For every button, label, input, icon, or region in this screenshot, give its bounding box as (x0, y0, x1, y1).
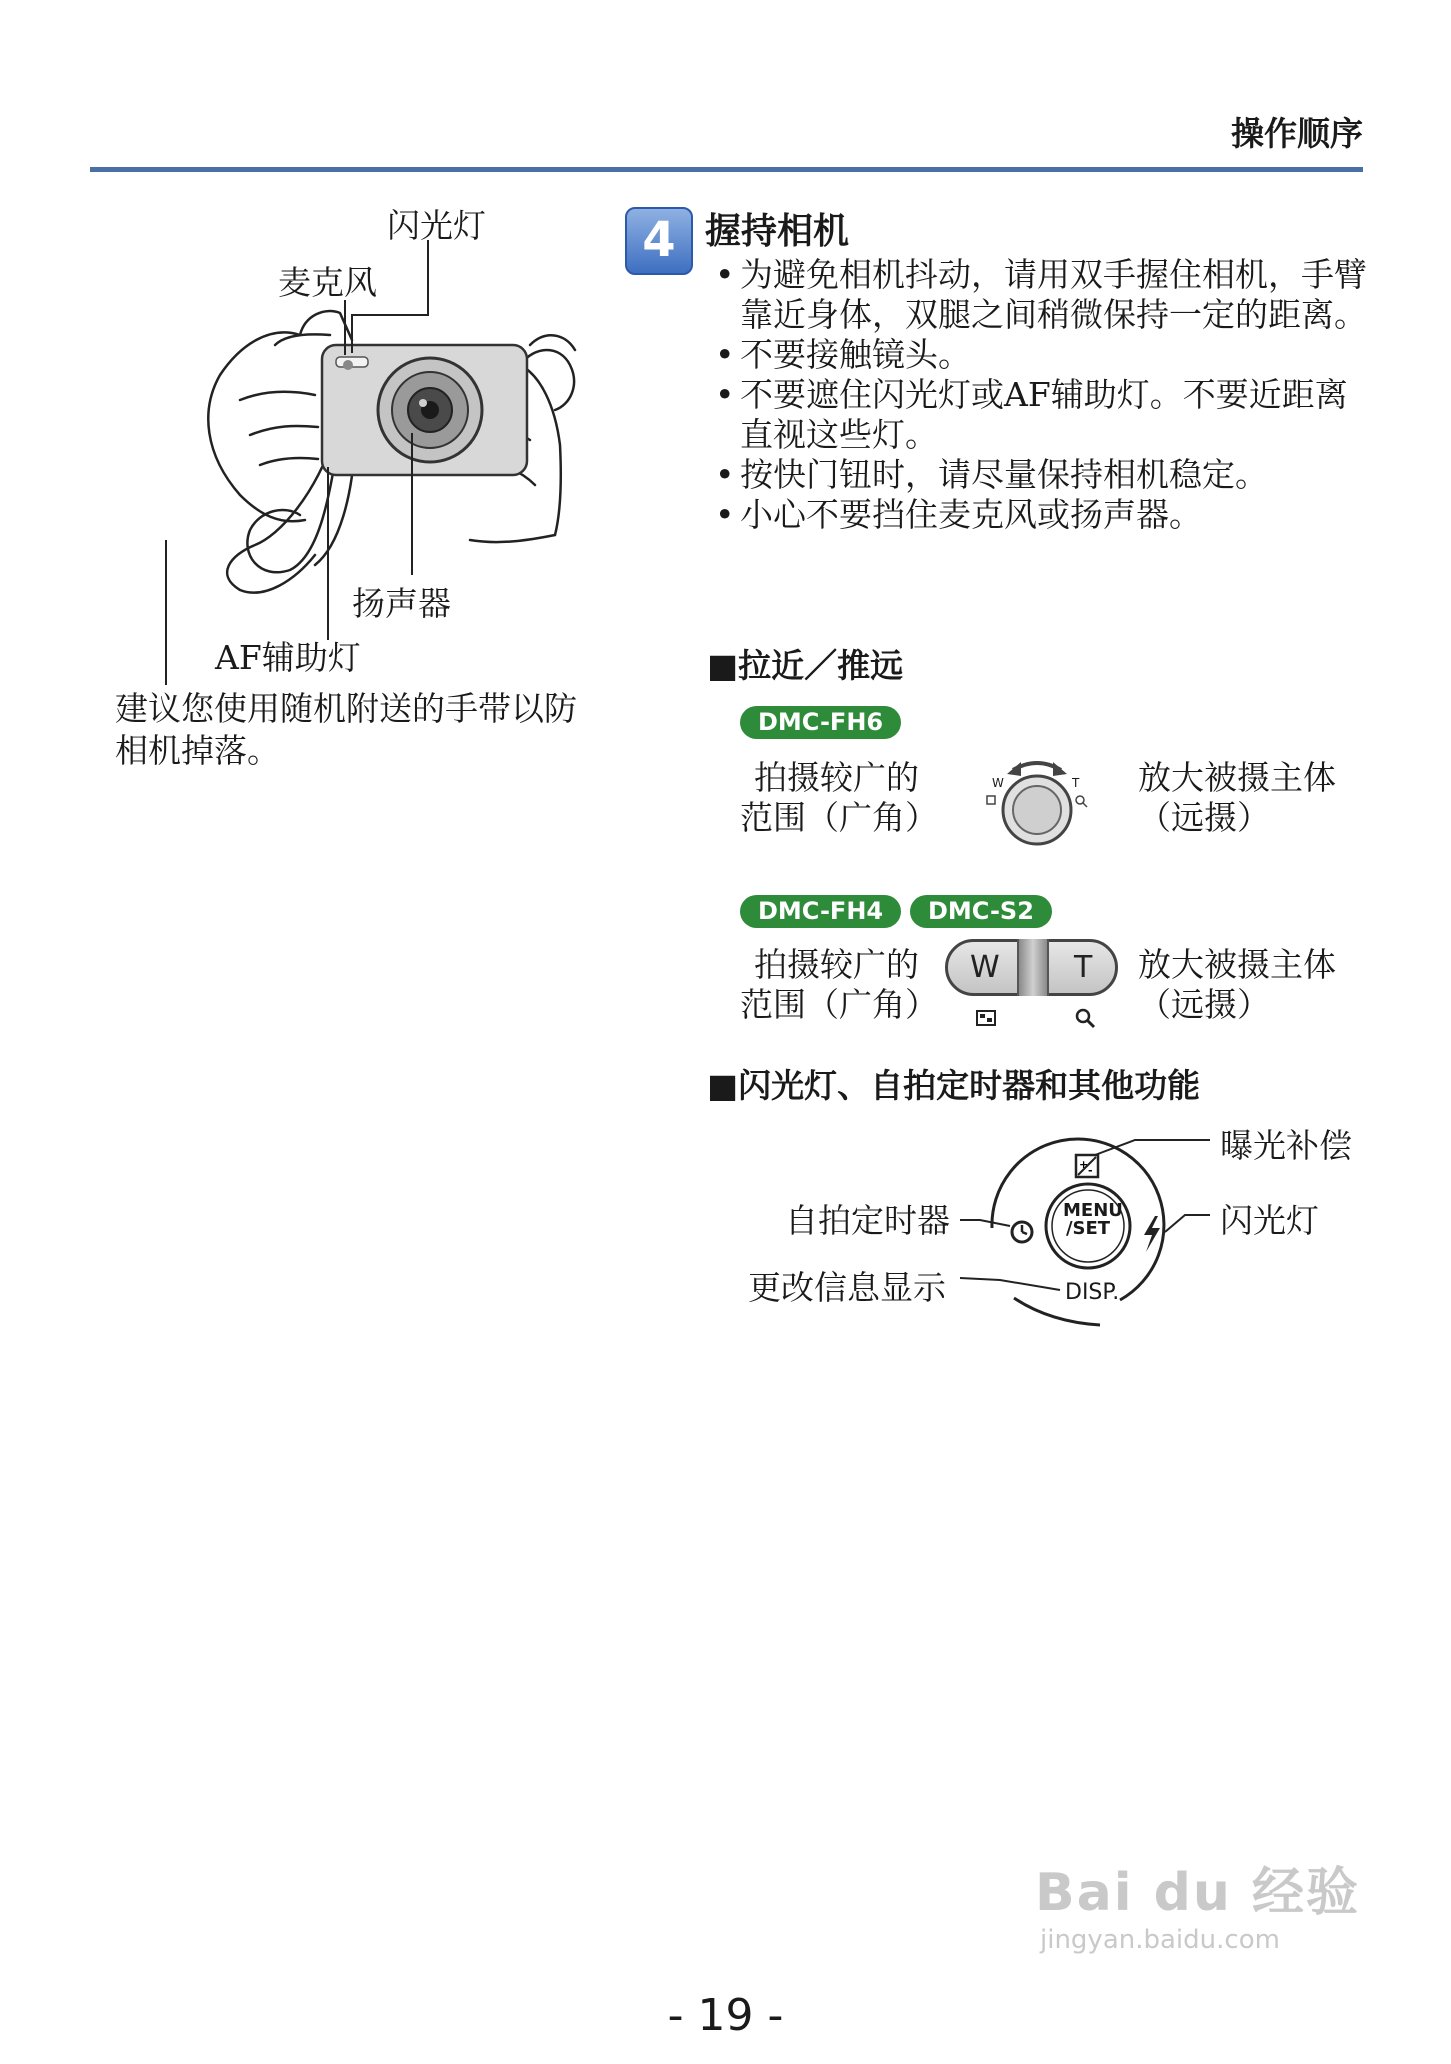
menu-label: MENU (1063, 1200, 1123, 1221)
zoom-w-label: W (970, 950, 1000, 985)
step-number-badge: 4 (625, 207, 693, 275)
baidu-watermark (1035, 1850, 1360, 1955)
microphone-label: 麦克风 (278, 263, 377, 302)
bullet-item: • 为避免相机抖动，请用双手握住相机，手臂靠近身体，双腿之间稍微保持一定的距离。 (715, 255, 1375, 335)
function-section-title: ■闪光灯、自拍定时器和其他功能 (707, 1066, 1201, 1105)
zoom-section-title: ■拉近／推远 (707, 646, 904, 685)
model-badge-fh6: DMC-FH6 (740, 706, 901, 739)
magnify-icon (1075, 1008, 1097, 1030)
menu-set-button[interactable] (1063, 1200, 1123, 1239)
self-timer-label: 自拍定时器 (785, 1201, 950, 1240)
bullet-item: • 按快门钮时，请尽量保持相机稳定。 (715, 455, 1375, 495)
set-label: /SET (1065, 1218, 1111, 1239)
watermark-brand: Bai du 经验 (1035, 1863, 1360, 1923)
model-badge-s2: DMC-S2 (910, 895, 1052, 928)
step-bullet-list (715, 255, 1375, 535)
page-number: - 19 - (667, 1990, 784, 2041)
telephoto-text: 放大被摄主体（远摄） (1138, 945, 1336, 1024)
zoom-lever-icon (985, 748, 1090, 858)
zoom-button-divider (1017, 939, 1049, 996)
watermark-url: jingyan.baidu.com (1040, 1925, 1280, 1955)
svg-text:-: - (1088, 1164, 1093, 1177)
display-change-label: 更改信息显示 (748, 1268, 946, 1307)
flash-function-label: 闪光灯 (1220, 1201, 1319, 1240)
wide-grid-icon (976, 1010, 996, 1026)
svg-text:+: + (1079, 1158, 1089, 1171)
wide-angle-text: 拍摄较广的范围（广角） (740, 945, 938, 1024)
bullet-item: • 小心不要挡住麦克风或扬声器。 (715, 495, 1375, 535)
page-section-title: 操作顺序 (1231, 114, 1363, 153)
bullet-item: • 不要接触镜头。 (715, 335, 1375, 375)
model-badge-fh4: DMC-FH4 (740, 895, 901, 928)
af-assist-label: AF辅助灯 (215, 638, 361, 677)
wide-angle-text: 拍摄较广的范围（广角） (740, 758, 938, 837)
zoom-button (945, 939, 1118, 996)
flash-label: 闪光灯 (387, 206, 486, 245)
bullet-item: • 不要遮住闪光灯或AF辅助灯。不要近距离直视这些灯。 (715, 375, 1375, 455)
lever-t-mark: T (1072, 776, 1080, 790)
strap-note: 建议您使用随机附送的手带以防相机掉落。 (115, 689, 577, 770)
header-divider (90, 167, 1363, 172)
telephoto-text: 放大被摄主体（远摄） (1138, 758, 1336, 837)
lever-w-mark: W (992, 776, 1004, 790)
zoom-t-label: T (1074, 950, 1093, 985)
speaker-label: 扬声器 (352, 584, 451, 623)
step-title: 握持相机 (705, 211, 850, 252)
exposure-compensation-label: 曝光补偿 (1220, 1126, 1352, 1165)
disp-label: DISP. (1065, 1280, 1120, 1305)
